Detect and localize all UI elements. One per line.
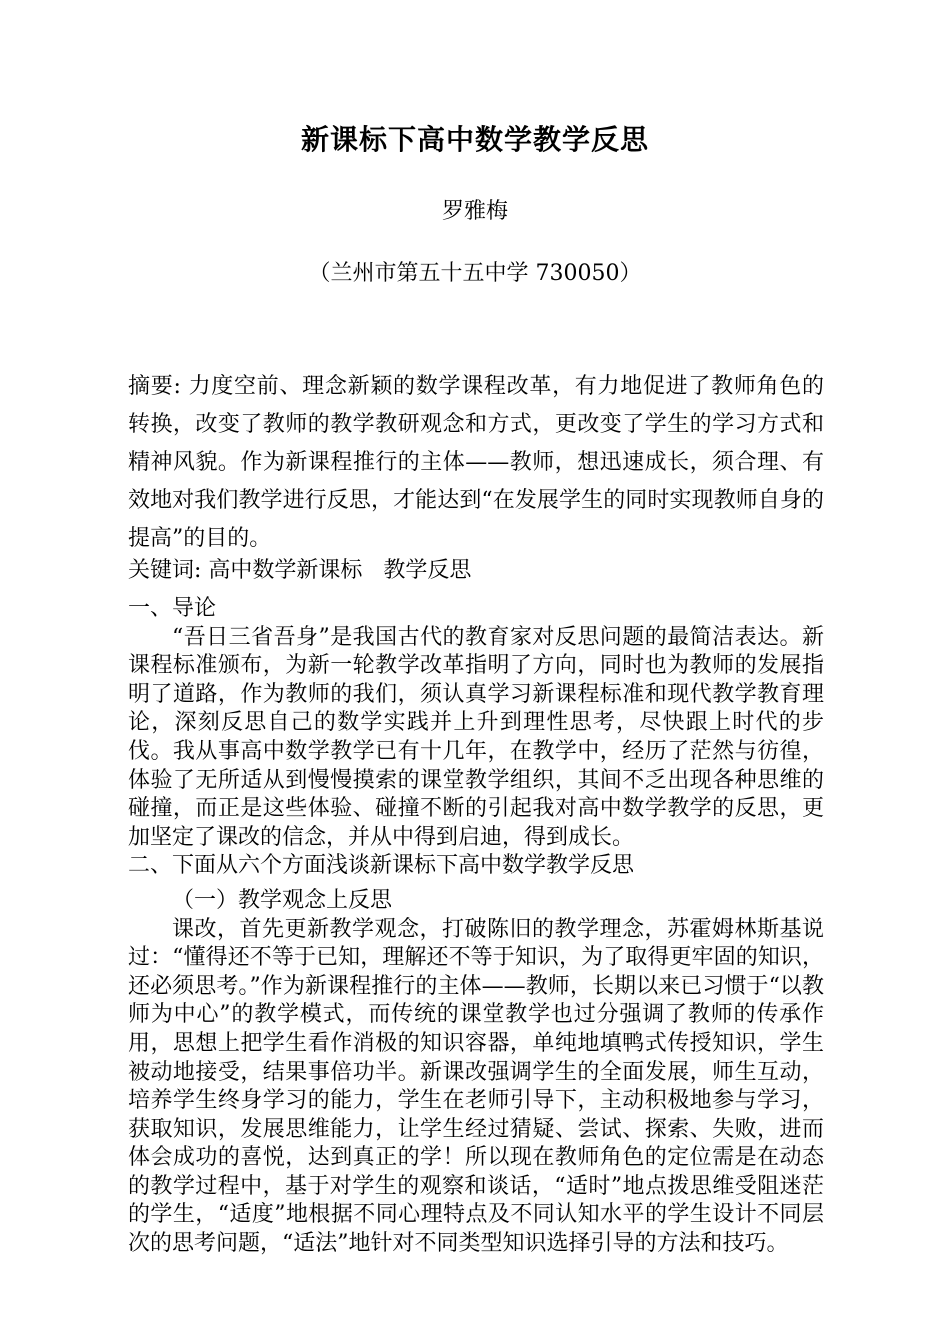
- author-affiliation: （兰州市第五十五中学 730050）: [308, 261, 642, 286]
- subsection-1-heading: （一）教学观念上反思: [172, 887, 393, 913]
- section-2-heading: 二、下面从六个方面浅谈新课标下高中数学教学反思: [128, 853, 635, 879]
- section-1-paragraph: “吾日三省吾身”是我国古代的教育家对反思问题的最简洁表达。新课程标准颁布，为新一轮教学改革指明了方向，同时也为教师的发展指明了道路，作为教师的我们，须认真学习新课程标准和现代教学教育理论，深刻反思自己的数学实践并上升到理性思考，尽快跟上时代的步伐。我从事高中数学教学已有十几年，在教学中，经历了茫然与彷徨，体验了无所适从到慢慢摸索的课堂教学组织，其间不乏出现各种思维的碰撞，而正是这些体验、碰撞不断的引起我对高中数学教学的反思，更加坚定了课改的信念，并从中得到启迪，得到成长。: [128, 624, 824, 850]
- paper-title: 新课标下高中数学教学反思: [300, 123, 649, 156]
- section-1-heading: 一、导论: [128, 596, 217, 621]
- abstract-paragraph: 摘要: 力度空前、理念新颖的数学课程改革，有力地促进了教师角色的转换，改变了教师的教学教研观念和方式，更改变了学生的学习方式和精神风貌。作为新课程推行的主体——教师，想迅速成长，须合理、有效地对我们教学进行反思，才能达到“在发展学生的同时实现教师自身的提高”的目的。: [128, 374, 824, 551]
- author-name: 罗雅梅: [441, 199, 508, 224]
- keywords-line: 关键词: 高中数学新课标 教学反思: [128, 558, 472, 583]
- subsection-1-paragraph: 课改，首先更新教学观念，打破陈旧的教学理念，苏霍姆林斯基说过：“懂得还不等于已知，理解还不等于知识，为了取得更牢固的知识，还必须思考。”作为新课程推行的主体——教师，长期以来已习惯于“以教师为中心”的教学模式，而传统的课堂教学也过分强调了教师的传承作用，思想上把学生看作消极的知识容器，单纯地填鸭式传授知识，学生被动地接受，结果事倍功半。新课改强调学生的全面发展，师生互动，培养学生终身学习的能力，学生在老师引导下，主动积极地参与学习，获取知识，发展思维能力，让学生经过猜疑、尝试、探索、失败，进而体会成功的喜悦，达到真正的学！所以现在教师角色的定位需是在动态的教学过程中，基于对学生的观察和谈话，“适时”地点拨思维受阻迷茫的学生，“适度”地根据不同心理特点及不同认知水平的学生设计不同层次的思考问题，“适法”地针对不同类型知识选择引导的方法和技巧。: [128, 916, 824, 1257]
- body-text: [128, 595, 824, 1259]
